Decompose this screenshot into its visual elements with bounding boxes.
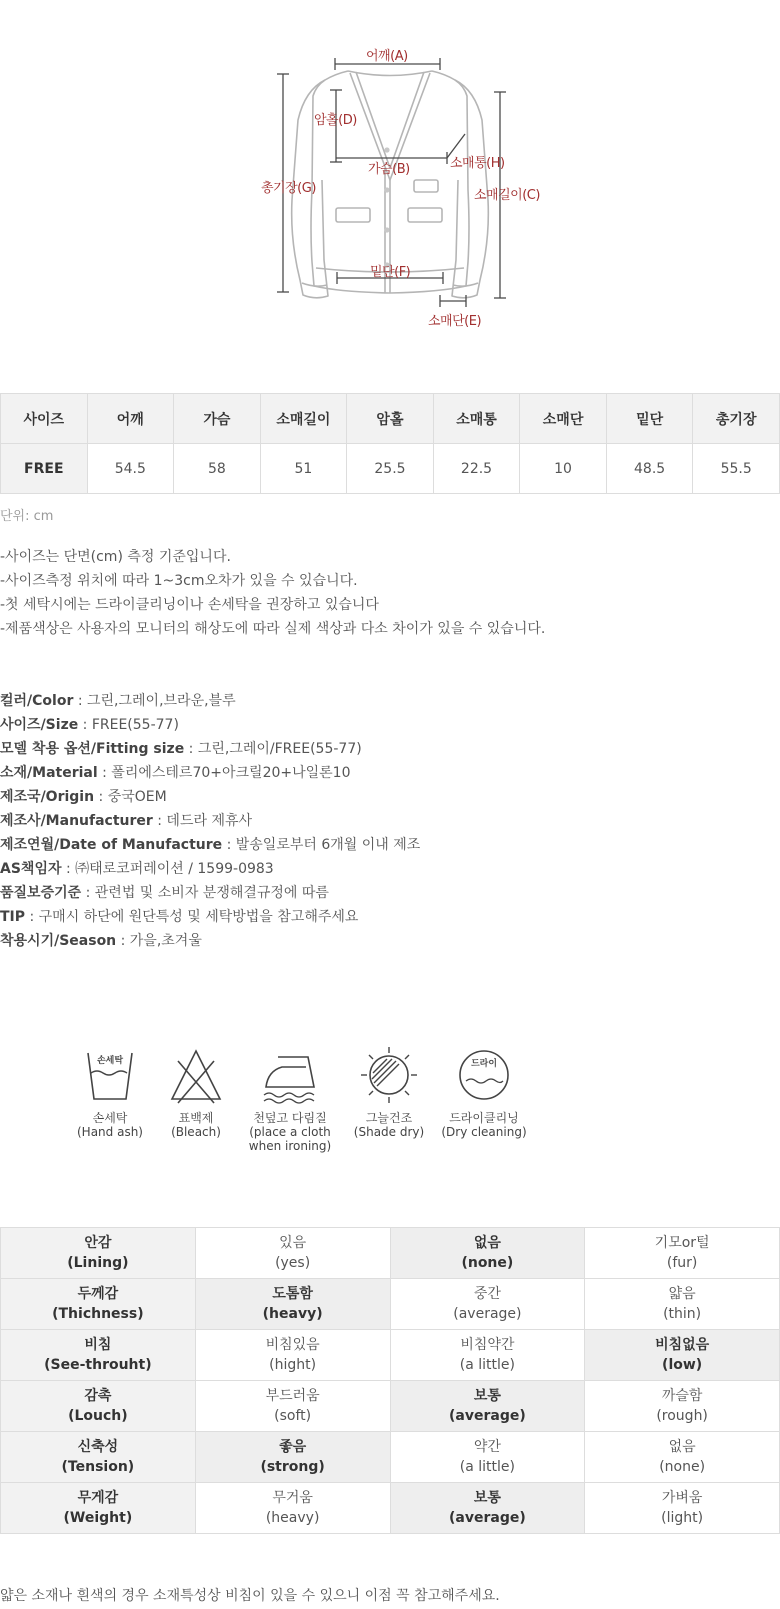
size-header-cell: 가슴 [174, 394, 261, 444]
note-line: -제품색상은 사용자의 모니터의 해상도에 따라 실제 색상과 다소 차이가 있을 수 있습니다. [0, 621, 546, 637]
feel-option-label-en: (heavy) [265, 1510, 320, 1526]
product-specs [0, 689, 420, 953]
feel-option-label: 무거움 [272, 1490, 313, 1506]
feel-option-label-en: (low) [662, 1357, 703, 1373]
feel-option-label-en: (average) [453, 1306, 522, 1322]
size-header-cell: 밑단 [606, 394, 693, 444]
feel-category-label: 감촉 [84, 1388, 112, 1404]
size-header-cell: 사이즈 [1, 394, 88, 444]
feel-option [390, 1330, 585, 1381]
label-total-length: 총기장(G) [261, 181, 316, 196]
care-item-hand-wash [70, 1045, 150, 1139]
spec-key: 사이즈/Size [0, 717, 79, 733]
note-line: -사이즈측정 위치에 따라 1~3cm오차가 있을 수 있습니다. [0, 573, 358, 589]
spec-value: : FREE(55-77) [78, 717, 179, 733]
feel-option-selected [390, 1483, 585, 1534]
note-line: -첫 세탁시에는 드라이클리닝이나 손세탁을 권장하고 있습니다 [0, 597, 379, 613]
iron-icon [258, 1045, 322, 1105]
feel-option [195, 1483, 390, 1534]
feel-option-selected [390, 1381, 585, 1432]
spec-row [0, 785, 420, 809]
size-value-cell: 48.5 [606, 444, 693, 494]
size-value-cell: 58 [174, 444, 261, 494]
size-table-header-row [1, 394, 780, 444]
spec-key: 모델 착용 옵션/Fitting size [0, 741, 185, 757]
spec-value: : ㈜태로코퍼레이션 / 1599-0983 [61, 861, 274, 877]
feel-category-cell [1, 1381, 196, 1432]
spec-value: : 구매시 하단에 원단특성 및 세탁방법을 참고해주세요 [25, 909, 359, 925]
feel-option [585, 1279, 780, 1330]
label-cuff: 소매단(E) [428, 314, 482, 329]
feel-category-cell [1, 1432, 196, 1483]
label-chest: 가슴(B) [368, 162, 410, 177]
feel-option-label: 도톰함 [272, 1286, 313, 1302]
feel-category-label-en: (Tension) [61, 1459, 135, 1475]
size-header-cell: 암홀 [347, 394, 434, 444]
table-row [1, 1432, 780, 1483]
size-value-cell: 10 [520, 444, 607, 494]
feel-option [585, 1483, 780, 1534]
measurement-diagram [0, 0, 780, 370]
feel-option-label: 가벼움 [661, 1490, 703, 1506]
size-header-cell: 어깨 [87, 394, 174, 444]
feel-option-label: 없음 [668, 1439, 696, 1455]
feel-option-label-en: (hight) [269, 1357, 317, 1373]
spec-key: TIP [0, 909, 26, 925]
care-instructions [0, 1045, 780, 1175]
care-item-iron [240, 1045, 340, 1153]
size-table [0, 393, 780, 494]
feel-category-label: 무게감 [77, 1490, 119, 1506]
feel-option-label: 부드러움 [265, 1388, 320, 1404]
feel-option [390, 1279, 585, 1330]
table-row [1, 1228, 780, 1279]
feel-category-label-en: (Lining) [67, 1255, 129, 1271]
spec-value: : 그린,그레이,브라운,블루 [73, 693, 236, 709]
feel-option-label-en: (a little) [459, 1357, 515, 1373]
feel-option-label: 보통 [473, 1388, 501, 1404]
spec-value: : 그린,그레이/FREE(55-77) [184, 741, 362, 757]
care-item-dry-clean [436, 1045, 532, 1139]
feel-category-label: 두께감 [77, 1286, 119, 1302]
feel-option-label-en: (none) [461, 1255, 514, 1271]
spec-row [0, 881, 420, 905]
care-item-shade-dry [346, 1045, 432, 1139]
size-header-cell: 총기장 [693, 394, 780, 444]
feel-option-label: 좋음 [279, 1439, 307, 1455]
no-bleach-icon [166, 1045, 226, 1105]
care-label-en: (Bleach) [171, 1125, 221, 1139]
feel-category-cell [1, 1330, 196, 1381]
size-header-cell: 소매통 [433, 394, 520, 444]
feel-category-label-en: (See-throuht) [44, 1357, 152, 1373]
spec-value: : 가을,초겨울 [116, 933, 202, 949]
spec-key: 컬러/Color [0, 693, 74, 709]
table-row [1, 1330, 780, 1381]
feel-option-label: 없음 [473, 1235, 501, 1251]
care-label-en: (place a cloth [249, 1125, 331, 1139]
feel-option-label-en: (average) [449, 1510, 526, 1526]
feel-category-label-en: (Thichness) [52, 1306, 144, 1322]
care-label: 드라이클리닝 [449, 1111, 519, 1125]
feel-option [585, 1228, 780, 1279]
feel-category-label: 안감 [84, 1235, 112, 1251]
size-value-cell: 54.5 [87, 444, 174, 494]
label-armhole: 암홀(D) [314, 113, 357, 128]
feel-option-label: 약간 [473, 1439, 501, 1455]
table-row [1, 1483, 780, 1534]
feel-option-selected [585, 1330, 780, 1381]
feel-option-label-en: (none) [659, 1459, 706, 1475]
spec-key: AS책임자 [0, 861, 62, 877]
care-label-en: when ironing) [248, 1139, 332, 1153]
spec-value: : 데드라 제휴사 [152, 813, 253, 829]
dry-clean-icon [454, 1045, 514, 1105]
size-value-cell: 51 [260, 444, 347, 494]
feel-option-label-en: (a little) [459, 1459, 515, 1475]
unit-note: 단위: cm [0, 509, 54, 524]
feel-option-label: 중간 [473, 1286, 501, 1302]
feel-option-selected [390, 1228, 585, 1279]
spec-row [0, 737, 420, 761]
hand-wash-icon [82, 1045, 138, 1105]
care-label: 천덮고 다림질 [253, 1111, 327, 1125]
feel-category-label: 신축성 [77, 1439, 119, 1455]
feel-option-label-en: (yes) [275, 1255, 311, 1271]
fabric-feel-table [0, 1227, 780, 1534]
spec-value: : 폴리에스테르70+아크릴20+나일론10 [97, 765, 351, 781]
feel-option-label: 비침없음 [655, 1337, 710, 1353]
spec-value: : 발송일로부터 6개월 이내 제조 [222, 837, 421, 853]
size-value-cell: 22.5 [433, 444, 520, 494]
care-label: 손세탁 [92, 1111, 128, 1125]
hand-wash-icon-text: 손세탁 [96, 1056, 124, 1066]
feel-category-label-en: (Louch) [68, 1408, 128, 1424]
label-sleeve-length: 소매길이(C) [474, 188, 540, 203]
table-row [1, 444, 780, 494]
spec-key: 제조사/Manufacturer [0, 813, 153, 829]
feel-option-label-en: (average) [449, 1408, 526, 1424]
size-header-cell: 소매단 [520, 394, 607, 444]
spec-value: : 관련법 및 소비자 분쟁해결규정에 따름 [81, 885, 329, 901]
feel-option-label-en: (thin) [663, 1306, 702, 1322]
shade-dry-icon [359, 1045, 419, 1105]
care-item-bleach [156, 1045, 236, 1139]
feel-option [195, 1228, 390, 1279]
care-label: 표백제 [178, 1111, 214, 1125]
size-header-cell: 소매길이 [260, 394, 347, 444]
care-label-en: (Dry cleaning) [441, 1125, 527, 1139]
spec-key: 소재/Material [0, 765, 98, 781]
spec-row [0, 713, 420, 737]
size-value-cell: 25.5 [347, 444, 434, 494]
spec-row [0, 689, 420, 713]
feel-option-label: 보통 [473, 1490, 501, 1506]
spec-row [0, 929, 420, 953]
spec-row [0, 809, 420, 833]
spec-key: 제조연월/Date of Manufacture [0, 837, 223, 853]
size-notes [0, 545, 545, 641]
feel-option-label: 비침있음 [265, 1337, 320, 1353]
spec-key: 품질보증기준 [0, 885, 82, 901]
spec-value: : 중국OEM [94, 789, 167, 805]
spec-row [0, 833, 420, 857]
feel-option-selected [195, 1432, 390, 1483]
feel-option-selected [195, 1279, 390, 1330]
feel-option-label: 기모or털 [654, 1235, 710, 1251]
note-line: -사이즈는 단면(cm) 측정 기준입니다. [0, 549, 231, 565]
feel-option-label: 까슬함 [661, 1388, 703, 1404]
size-value-cell: 55.5 [693, 444, 780, 494]
care-label-en: (Hand ash) [77, 1125, 143, 1139]
table-row [1, 1279, 780, 1330]
spec-key: 제조국/Origin [0, 789, 95, 805]
feel-category-cell [1, 1228, 196, 1279]
label-shoulder: 어깨(A) [366, 49, 408, 64]
feel-option-label-en: (soft) [274, 1408, 312, 1424]
feel-option-label-en: (heavy) [262, 1306, 323, 1322]
table-row [1, 1381, 780, 1432]
spec-row [0, 857, 420, 881]
spec-row [0, 905, 420, 929]
feel-option [195, 1330, 390, 1381]
feel-option-label-en: (light) [661, 1510, 704, 1526]
spec-row [0, 761, 420, 785]
feel-option-label: 비침약간 [460, 1337, 515, 1353]
footnote: 얇은 소재나 흰색의 경우 소재특성상 비침이 있을 수 있으니 이점 꼭 참고해주세요. [0, 1588, 500, 1604]
care-label-en: (Shade dry) [353, 1125, 425, 1139]
feel-category-label-en: (Weight) [63, 1510, 133, 1526]
care-label: 그늘건조 [365, 1111, 413, 1125]
feel-category-label: 비침 [84, 1337, 112, 1353]
label-sleeve-width: 소매통(H) [450, 156, 505, 171]
label-hem: 밑단(F) [370, 265, 411, 280]
feel-option [390, 1432, 585, 1483]
feel-option-label-en: (strong) [260, 1459, 325, 1475]
size-value-cell: FREE [1, 444, 88, 494]
feel-option-label-en: (rough) [656, 1408, 708, 1424]
feel-option [585, 1432, 780, 1483]
feel-category-cell [1, 1483, 196, 1534]
feel-option-label: 있음 [279, 1235, 307, 1251]
feel-option-label: 얇음 [668, 1286, 696, 1302]
feel-option [585, 1381, 780, 1432]
dry-clean-icon-text: 드라이 [470, 1059, 498, 1069]
feel-option-label-en: (fur) [666, 1255, 698, 1271]
spec-key: 착용시기/Season [0, 933, 117, 949]
feel-category-cell [1, 1279, 196, 1330]
feel-option [195, 1381, 390, 1432]
